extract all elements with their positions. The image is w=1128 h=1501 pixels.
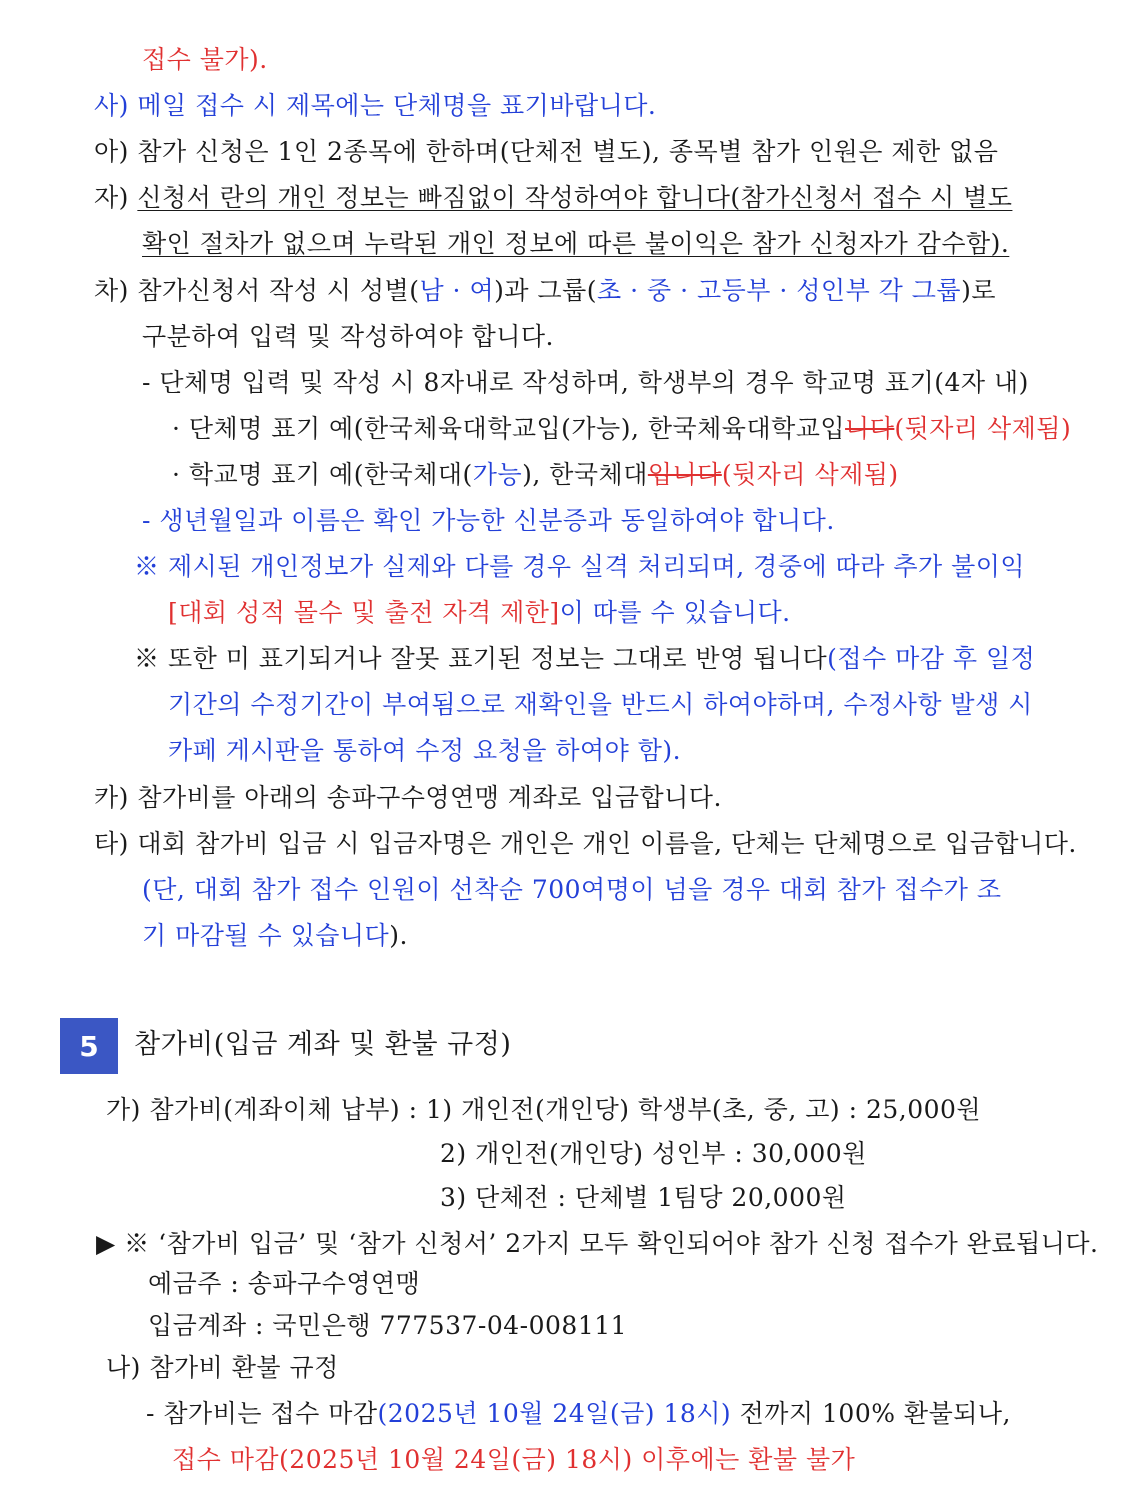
notice-line — [134, 643, 1035, 675]
text-segment: ). — [389, 921, 408, 950]
account-number: 입금계좌 : 국민은행 777537-04-008111 — [148, 1311, 628, 1340]
text-segment: 차) 참가신청서 작성 시 성별( — [94, 276, 420, 305]
underlined-text: 확인 절차가 없으며 누락된 개인 정보에 따른 불이익은 참가 신청자가 감수함). — [142, 229, 1010, 258]
strikethrough-text: 니다 — [845, 414, 895, 443]
underlined-text: 신청서 란의 개인 정보는 빠짐없이 작성하여야 합니다(참가신청서 접수 시 별도 — [137, 183, 1013, 212]
text-line: - 단체명 입력 및 작성 시 8자내로 작성하며, 학생부의 경우 학교명 표기(4자 내) — [142, 368, 1029, 397]
text-segment: ※ 또한 미 표기되거나 잘못 표기된 정보는 그대로 반영 됩니다 — [134, 644, 828, 673]
highlight-text: (접수 마감 후 일정 — [827, 644, 1036, 673]
text-segment: 이 따를 수 있습니다. — [559, 598, 791, 627]
text-segment: · 단체명 표기 예(한국체육대학교입(가능), 한국체육대학교입 — [172, 414, 846, 443]
fee-line: 가) 참가비(계좌이체 납부) : 1) 개인전(개인당) 학생부(초, 중, 고) : 25,000원 — [106, 1095, 982, 1124]
refund-line: 접수 마감(2025년 10월 24일(금) 18시) 이후에는 환불 불가 — [172, 1445, 856, 1474]
fee-line: 2) 개인전(개인당) 성인부 : 30,000원 — [440, 1139, 867, 1168]
fee-notice: ▶ ※ ‘참가비 입금’ 및 ‘참가 신청서’ 2가지 모두 확인되어야 참가 신청 접수가 완료됩니다. — [96, 1229, 1099, 1258]
text-line — [94, 182, 1012, 214]
highlight-text: (뒷자리 삭제됨) — [721, 460, 899, 489]
text-line: - 생년월일과 이름은 확인 가능한 신분증과 동일하여야 합니다. — [142, 506, 835, 535]
highlight-text: 남 · 여 — [419, 276, 495, 305]
highlight-text: 가능 — [472, 460, 523, 489]
text-line — [172, 459, 899, 491]
refund-heading: 나) 참가비 환불 규정 — [106, 1353, 339, 1382]
strikethrough-text: 입니다 — [647, 460, 722, 489]
text-segment: · 학교명 표기 예(한국체대( — [172, 460, 473, 489]
text-line: 타) 대회 참가비 입금 시 입금자명은 개인은 개인 이름을, 단체는 단체명으로 입금합니다. — [94, 829, 1077, 858]
notice-line: ※ 제시된 개인정보가 실제와 다를 경우 실격 처리되며, 경중에 따라 추가 불이익 — [134, 552, 1026, 581]
notice-line: 기간의 수정기간이 부여됨으로 재확인을 반드시 하여야하며, 수정사항 발생 시 — [168, 690, 1033, 719]
text-segment: ), 한국체대 — [522, 460, 648, 489]
highlight-text: 기 마감될 수 있습니다 — [142, 921, 390, 950]
text-segment: - 참가비는 접수 마감 — [146, 1399, 378, 1428]
text-line: 아) 참가 신청은 1인 2종목에 한하며(단체전 별도), 종목별 참가 인원은 제한 없음 — [94, 137, 999, 166]
text-segment: 전까지 100% 환불되나, — [731, 1399, 1011, 1428]
text-line: (단, 대회 참가 접수 인원이 선착순 700여명이 넘을 경우 대회 참가 접수가 조 — [142, 875, 1002, 904]
highlight-text: (2025년 10월 24일(금) 18시) — [377, 1399, 732, 1428]
text-line: 사) 메일 접수 시 제목에는 단체명을 표기바랍니다. — [94, 91, 657, 120]
fee-line: 3) 단체전 : 단체별 1팀당 20,000원 — [440, 1183, 847, 1212]
highlight-text: [대회 성적 몰수 및 출전 자격 제한] — [168, 598, 560, 627]
text-segment: )로 — [961, 276, 996, 305]
section-number-badge: 5 — [60, 1018, 118, 1074]
text-line: 구분하여 입력 및 작성하여야 합니다. — [142, 322, 554, 351]
text-line — [142, 920, 408, 952]
highlight-text: (뒷자리 삭제됨) — [894, 414, 1072, 443]
text-line — [94, 275, 996, 307]
account-holder: 예금주 : 송파구수영연맹 — [148, 1269, 421, 1298]
notice-line: 카페 게시판을 통하여 수정 요청을 하여야 함). — [168, 736, 682, 765]
section-title: 참가비(입금 계좌 및 환불 규정) — [134, 1029, 512, 1060]
item-marker: 자) — [94, 183, 138, 212]
notice-line — [168, 597, 791, 629]
text-line — [172, 413, 1071, 445]
highlight-text: 초 · 중 · 고등부 · 성인부 각 그룹 — [597, 276, 962, 305]
text-line: 카) 참가비를 아래의 송파구수영연맹 계좌로 입금합니다. — [94, 783, 722, 812]
text-line: 접수 불가). — [142, 45, 268, 74]
refund-line — [146, 1398, 1011, 1430]
text-segment: )과 그룹( — [494, 276, 597, 305]
